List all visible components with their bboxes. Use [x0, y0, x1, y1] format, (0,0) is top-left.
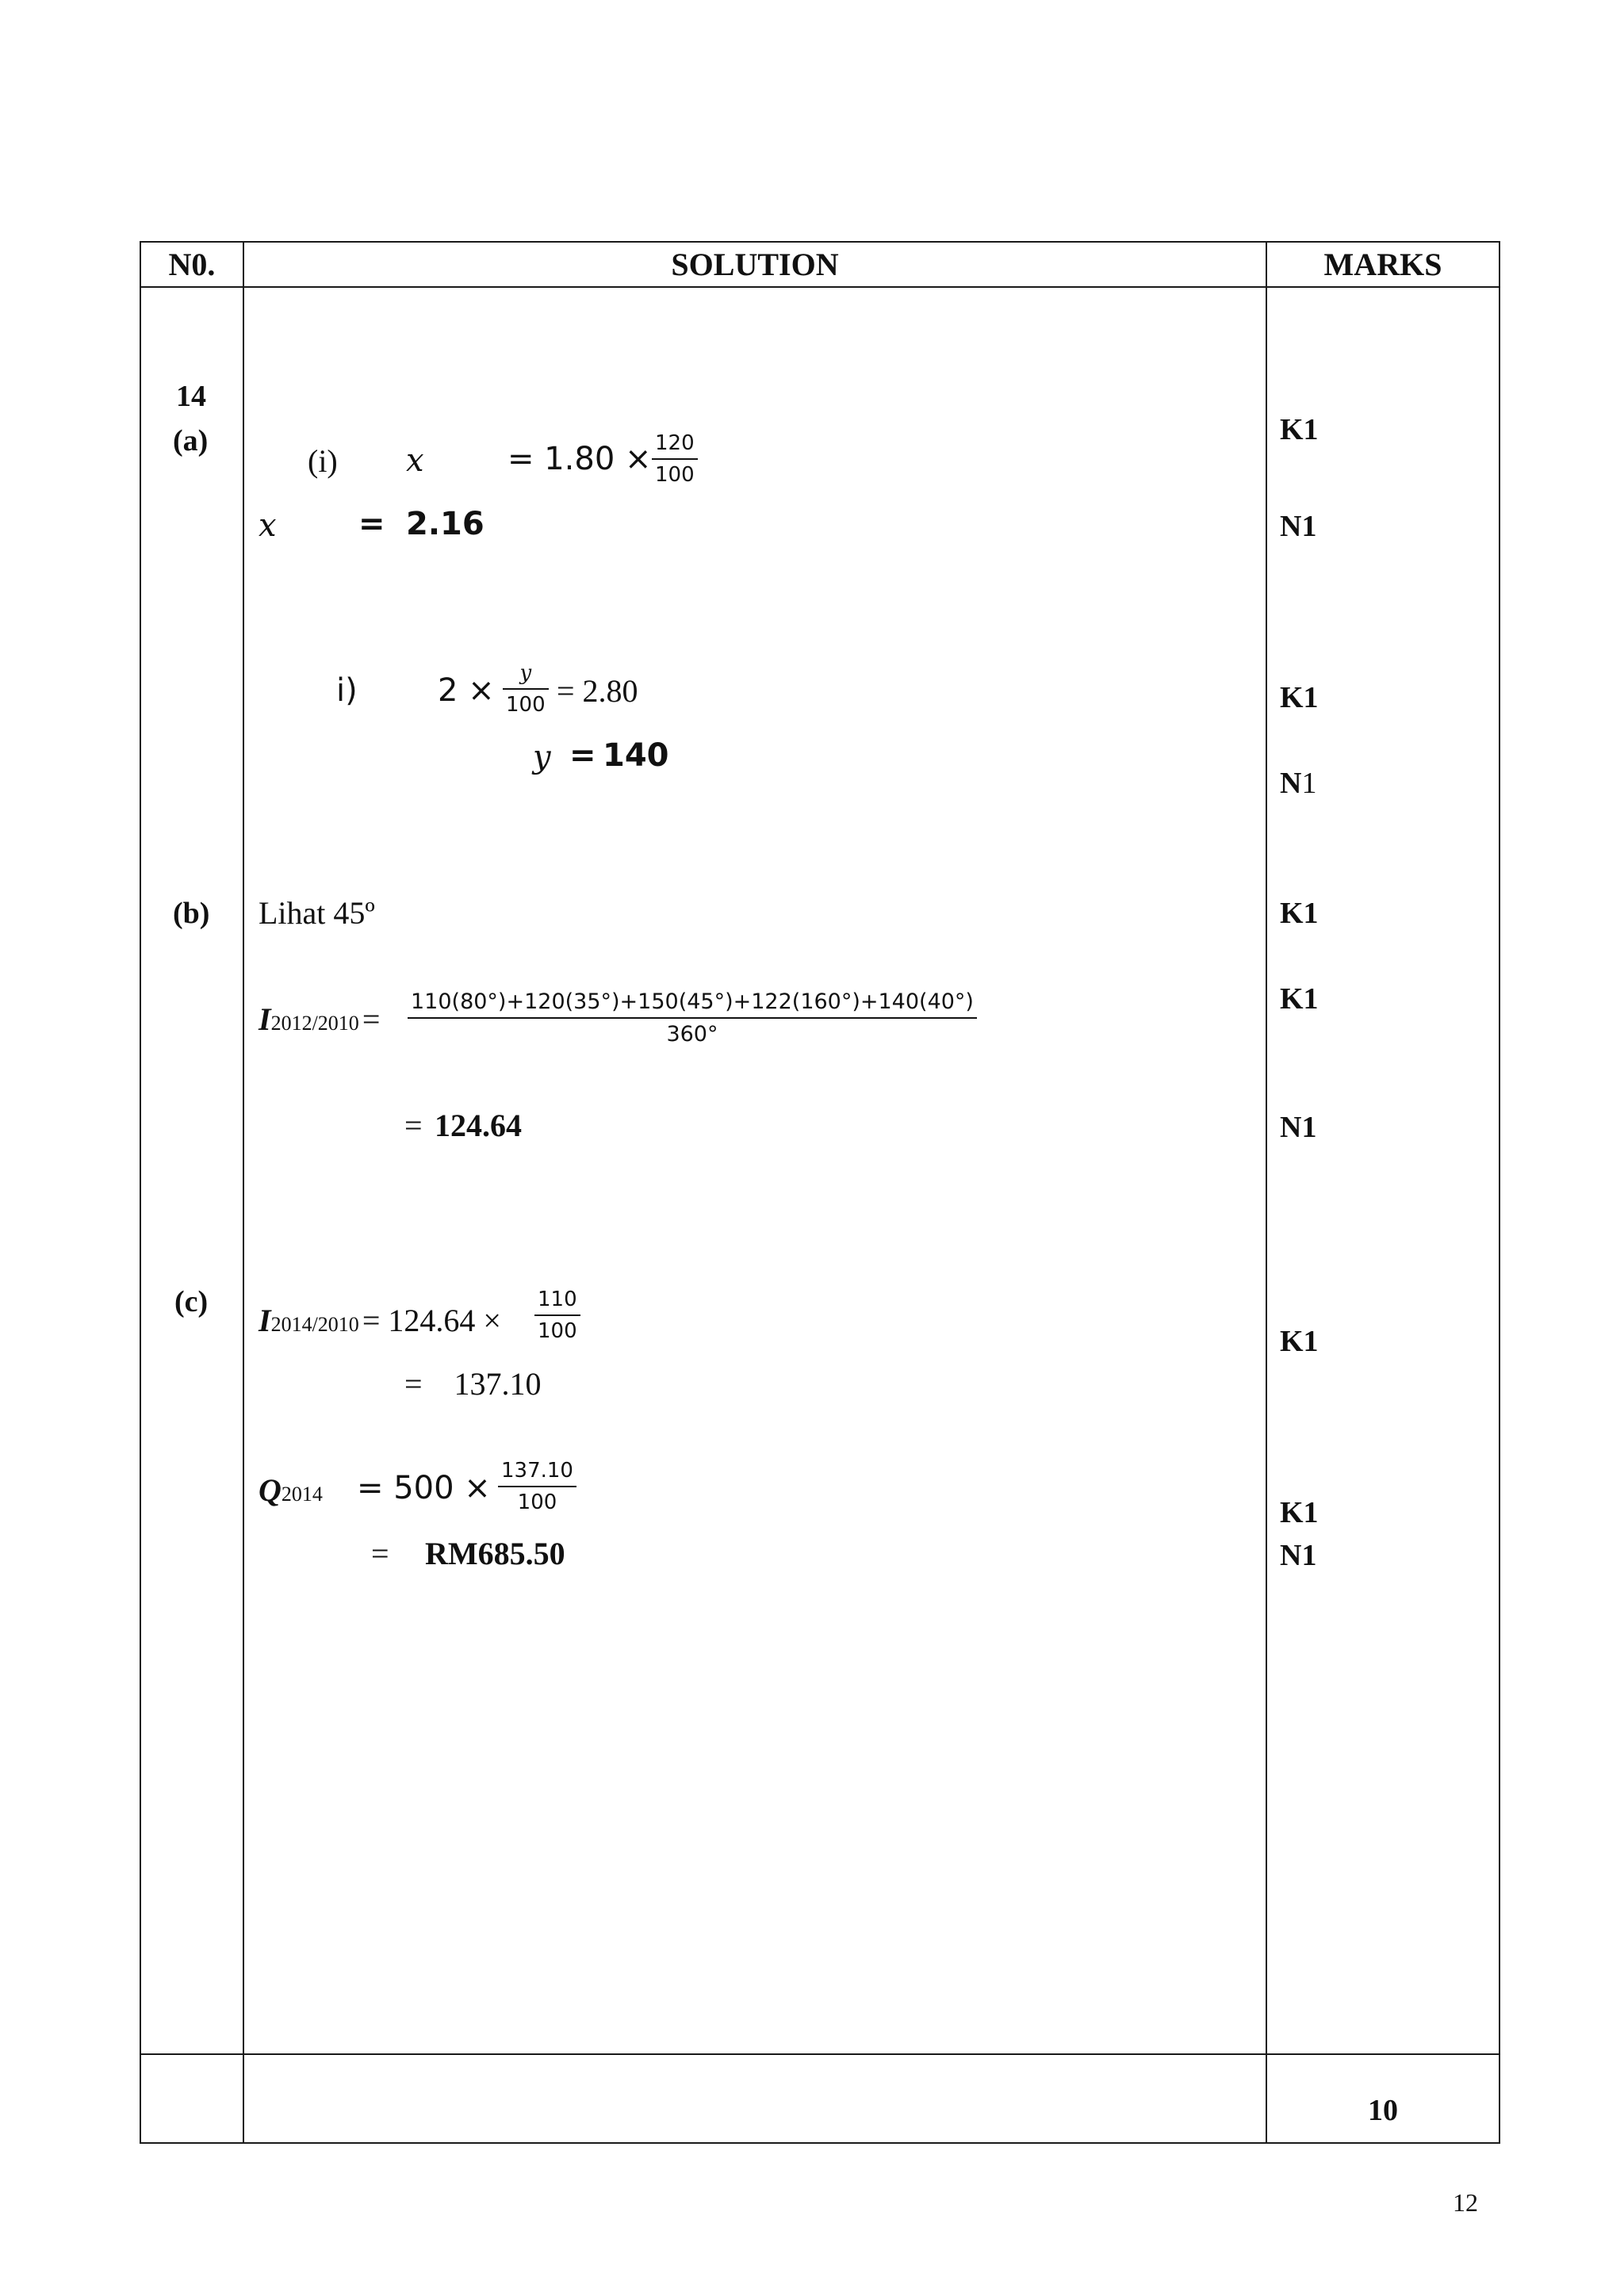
b-result-equals: =: [404, 1108, 423, 1143]
c-q-label: [259, 1471, 323, 1509]
part-c-label: (c): [174, 1285, 209, 1318]
a-ii-fraction: [503, 661, 549, 717]
c-index-result: = 137.10: [404, 1366, 542, 1402]
a-i-fraction-denominator: 100: [652, 458, 698, 487]
b-index-subscript: 2012/2010: [270, 1012, 359, 1035]
part-a-label: (a): [173, 424, 209, 457]
c-fraction-numerator: 110: [538, 1288, 577, 1311]
a-i-fraction-numerator: 120: [655, 431, 695, 455]
mark-b-2: K1: [1280, 982, 1319, 1016]
a-ii-fraction-denominator: 100: [503, 688, 549, 717]
mark-a-i-2: N1: [1280, 510, 1317, 543]
mark-b-1: K1: [1280, 897, 1319, 930]
a-ii-lhs: 2 ×: [438, 672, 495, 709]
a-i-variable: x: [406, 442, 424, 479]
mark-a-ii-2: [1280, 766, 1316, 801]
c-index-expression: = 124.64 ×: [362, 1303, 501, 1338]
b-result-value: 124.64: [435, 1108, 522, 1143]
mark-c-1: K1: [1280, 1325, 1319, 1358]
mark-b-3: N1: [1280, 1111, 1317, 1144]
c-q-fraction: [498, 1459, 576, 1514]
c-q-subscript: 2014: [281, 1483, 323, 1506]
mark-a-ii-2-digit: 1: [1301, 767, 1317, 800]
table-divider-no: [243, 241, 244, 2144]
a-i-answer-equals: =: [358, 506, 385, 542]
total-marks: 10: [1368, 2094, 1398, 2127]
mark-a-ii-2-letter: N: [1280, 767, 1302, 800]
b-fraction-numerator: 110(80°)+120(35°)+150(45°)+122(160°)+140(40°): [411, 989, 974, 1014]
header-no: N0.: [168, 247, 216, 282]
c-q-result-value: RM685.50: [425, 1536, 565, 1571]
a-ii-answer-variable: y: [533, 739, 551, 775]
c-index-subscript: 2014/2010: [270, 1313, 359, 1336]
question-number: 14: [176, 380, 206, 413]
table-header-divider: [140, 286, 1500, 288]
a-ii-rhs: = 2.80: [557, 673, 638, 709]
c-q-symbol: Q: [259, 1472, 282, 1508]
b-line1: Lihat 45º: [259, 895, 375, 931]
b-index-symbol: I: [259, 1001, 271, 1037]
header-marks: MARKS: [1323, 247, 1442, 282]
b-index-label: [259, 1001, 380, 1038]
a-i-answer-value: 2.16: [406, 506, 485, 542]
a-i-fraction: [652, 431, 698, 487]
page-number: 12: [1453, 2188, 1478, 2217]
mark-a-ii-1: K1: [1280, 681, 1319, 714]
a-ii-label: i): [336, 672, 358, 709]
mark-a-i-1: K1: [1280, 413, 1319, 446]
a-ii-answer-value: 140: [603, 737, 669, 774]
table-total-divider: [140, 2053, 1500, 2055]
a-ii-answer-equals: =: [569, 737, 596, 774]
c-fraction-denominator: 100: [534, 1314, 580, 1343]
a-ii-fraction-numerator: y: [519, 661, 532, 685]
c-fraction: [534, 1288, 580, 1343]
c-q-fraction-denominator: 100: [498, 1486, 576, 1514]
mark-c-3: N1: [1280, 1539, 1317, 1572]
part-b-label: (b): [173, 897, 210, 930]
c-index-label: [259, 1302, 501, 1339]
c-q-expression: = 500 ×: [357, 1470, 491, 1506]
c-q-result-equals: =: [371, 1536, 389, 1571]
table-divider-marks: [1266, 241, 1267, 2144]
c-q-fraction-numerator: 137.10: [501, 1459, 573, 1483]
a-i-equation: = 1.80 ×: [508, 441, 652, 477]
b-fraction-denominator: 360°: [408, 1017, 977, 1047]
b-fraction: [408, 989, 977, 1047]
a-i-label: (i): [308, 443, 338, 479]
b-index-equals: =: [362, 1001, 381, 1037]
a-i-answer-variable: x: [259, 507, 277, 544]
header-solution: SOLUTION: [671, 247, 839, 282]
c-index-symbol: I: [259, 1303, 271, 1338]
mark-c-2: K1: [1280, 1496, 1319, 1529]
